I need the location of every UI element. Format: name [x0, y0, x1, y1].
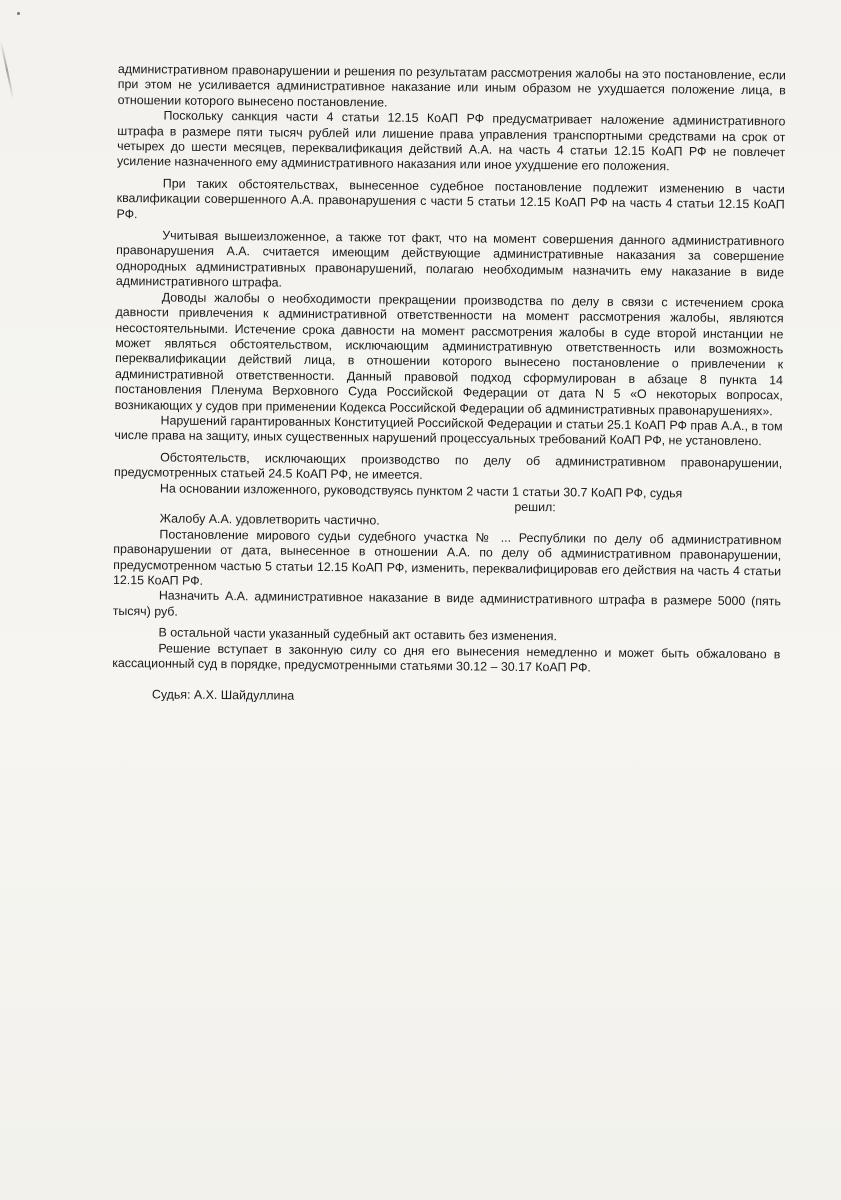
paragraph-circumstances: При таких обстоятельствах, вынесенное судебное постановление подлежит изменению в части квалификации совершенного А.А. правонарушения с части 5 статьи 12.15 КоАП РФ на часть 4 статьи 12.15 КоАП РФ. — [116, 176, 785, 221]
paragraph-sanction: Поскольку санкция части 4 статьи 12.15 КоАП РФ предусматривает наложение административного штрафа в размере пяти тысяч рублей или лишение права управления транспортными средствами на срок от четырех до шести месяцев, переквалификация действий А.А. на часть 4 статьи 12.15 КоАП РФ не повлечет усиление назначенного ему административного наказания или иное ухудшение его положения. — [116, 108, 786, 174]
paragraph-violations: Нарушений гарантированных Конституцией Российской Федерации и статьи 25.1 КоАП РФ прав А.А., в том числе права на защиту, иных существенных нарушений процессуальных требований КоАП РФ, не установлено. — [114, 413, 783, 449]
decision-penalty: Назначить А.А. административное наказание в виде административного штрафа в размере 5000 (пять тысяч) руб. — [112, 588, 781, 619]
paragraph-continuation: административном правонарушении и решения по результатам рассмотрения жалобы на это постановление, если при этом не усиливается административное наказание или иным образом не ухудшается положение лица, в отношении которого вынесено постановление. — [117, 62, 786, 110]
decision-ruling: Постановление мирового судьи судебного участка № ... Республики по делу об административном правонарушении от дата, вынесенное в отношении А.А. по делу об административном правонарушении, предусмотренном частью 5 статьи 12.15 КоАП РФ, изменить, переквалифицировав его действия на часть 4 статьи 12.15 КоАП РФ. — [112, 527, 782, 588]
paragraph-considering: Учитывая вышеизложенное, а также тот факт, что на момент совершения данного административного правонарушения А.А. считается имеющим действующие административные наказания за совершение однородных административных правонарушений, полагаю необходимым назначить ему наказание в виде административного штрафа. — [115, 228, 785, 290]
scan-artifact — [17, 12, 20, 15]
paragraph-arguments: Доводы жалобы о необходимости прекращении производства по делу в связи с истечением срока давности привлечения к административной ответственности на момент рассмотрения жалобы, являются несостоятельными. Истечение срока давности на момент рассмотрения жалобы в суде второй инстанции не может являться обстоятельством, исключающим административную ответственность или возможность переквалификации действий лица, в отношении которого вынесено постановление о привлечении к административной ответственности. Данный правовой подход сформулирован в абзаце 8 пункта 14 постановления Пленума Верховного Суда Российской Федерации от дата N 5 «О некоторых вопросах, возникающих у судов при применении Кодекса Российской Федерации об административных правонарушениях». — [114, 290, 784, 418]
decision-complaint: Жалобу А.А. удовлетворить частично. — [159, 511, 380, 528]
document-body — [112, 62, 786, 709]
judge-signature: Судья: А.Х. Шайдуллина — [151, 687, 295, 704]
decision-effect: Решение вступает в законную силу со дня его вынесения немедленно и может быть обжаловано в кассационный суд в порядке, предусмотренными статьями 30.12 – 30.17 КоАП РФ. — [112, 641, 781, 675]
paragraph-circumstances-excluding: Обстоятельств, исключающих производство по делу об административном правонарушении, предусмотренных статьей 24.5 КоАП РФ, не имеется. — [113, 450, 783, 483]
resolved-label: решил: — [514, 499, 556, 515]
decision-remainder: В остальной части указанный судебный акт оставить без изменения. — [158, 625, 558, 644]
scan-artifact — [0, 40, 14, 99]
paragraph-basis: На основании изложенного, руководствуясь пунктом 2 части 1 статьи 30.7 КоАП РФ, судья — [159, 480, 683, 500]
